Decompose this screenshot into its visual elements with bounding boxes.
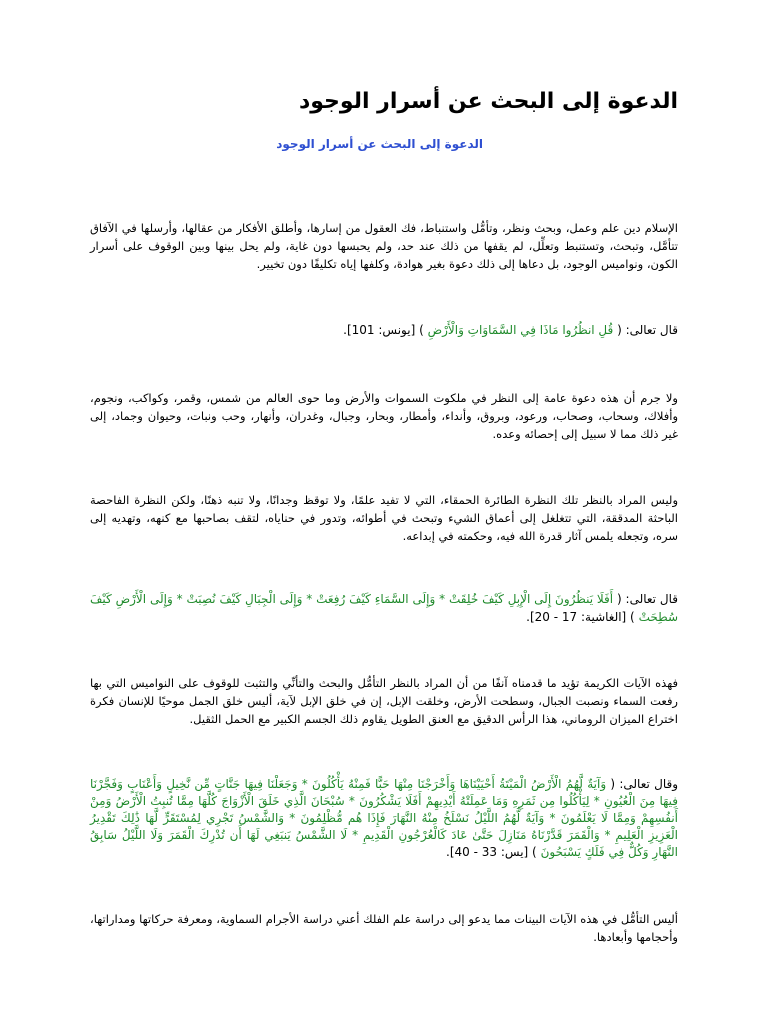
quran-verse: قُلِ انظُرُوا مَاذَا فِي السَّمَاوَاتِ وَالْأَرْضِ xyxy=(423,323,618,337)
quran-verse: وَآيَةٌ لَّهُمُ الْأَرْضُ الْمَيْتَةُ أَحْيَيْنَاهَا وَأَخْرَجْنَا مِنْهَا حَبًّا فَمِنْهُ يَأْكُلُونَ * وَجَعَلْنَا فِيهَا جَنَّاتٍ مِّن نَّخِيلٍ وَأَعْنَابٍ وَفَجَّرْنَا فِيهَا مِنَ الْعُيُونِ * لِيَأْكُلُوا مِن ثَمَرِهِ وَمَا عَمِلَتْهُ أَيْدِيهِمْ أَفَلَا يَشْكُرُونَ * سُبْحَانَ الَّذِي خَلَقَ الْأَزْوَاجَ كُلَّهَا مِمَّا تُنبِتُ الْأَرْضُ وَمِنْ أَنفُسِهِمْ وَمِمَّا لَا يَعْلَمُونَ * وَآيَةٌ لَّهُمُ اللَّيْلُ نَسْلَخُ مِنْهُ النَّهَارَ فَإِذَا هُم مُّظْلِمُونَ * وَالشَّمْسُ تَجْرِي لِمُسْتَقَرٍّ لَّهَا ذَٰلِكَ تَقْدِيرُ الْعَزِيزِ الْعَلِيمِ * وَالْقَمَرَ قَدَّرْنَاهُ مَنَازِلَ حَتَّىٰ عَادَ كَالْعُرْجُونِ الْقَدِيمِ * لَا الشَّمْسُ يَنبَغِي لَهَا أَن تُدْرِكَ الْقَمَرَ وَلَا اللَّيْلُ سَابِقُ النَّهَارِ وَكُلٌّ فِي فَلَكٍ يَسْبَحُونَ xyxy=(90,777,678,859)
subtitle-link[interactable]: الدعوة إلى البحث عن أسرار الوجود xyxy=(276,137,483,151)
page-title: الدعوة إلى البحث عن أسرار الوجود xyxy=(298,89,678,114)
paragraph-intro: الإسلام دين علم وعمل، وبحث ونظر، وتأمُّل واستنباط، فك العقول من إسارها، وأطلق الأفكار من عقالها، وأرسلها في الآفاق تتأمَّل، وتبحث، وتستنبط وتعلِّل، لم يقفها من ذلك عند حد، ولم يحبسها دون غاية، ولم يحل بينها وبين الوقوف على أسرار الكون، ونواميس الوجود، بل دعاها إلى ذلك دعوة بغير هوادة، وكلفها إياه تكليفًا دون تخيير. xyxy=(90,220,678,271)
paragraph-meaning-of-looking: وليس المراد بالنظر تلك النظرة الطائرة الحمقاء، التي لا تفيد علمًا، ولا توقظ وجدانًا، ولا تنبه ذهنًا، ولكن النظرة الفاحصة الباحثة المدققة، التي تتغلغل إلى أعماق الشيء وتبحث في أطوائه، وتدور في حناياه، لتقف بصاحبها مع كنهه، وتهديه إلى سره، وتجعله يلمس آثار قدرة الله فيه، وحكمته في إبداعه. xyxy=(90,492,678,543)
paragraph-verse-yasin xyxy=(90,776,678,861)
quran-verse: أَفَلَا يَنظُرُونَ إِلَى الْإِبِلِ كَيْفَ خُلِقَتْ * وَإِلَى السَّمَاءِ كَيْفَ رُفِعَتْ * وَإِلَى الْجِبَالِ كَيْفَ نُصِبَتْ * وَإِلَى الْأَرْضِ كَيْفَ سُطِحَتْ xyxy=(90,592,678,624)
verse-intro: وقال تعالى: ( xyxy=(610,777,679,791)
verse-intro: قال تعالى: ( xyxy=(617,323,678,337)
paragraph-camel: فهذه الآيات الكريمة تؤيد ما قدمناه آنفًا من أن المراد بالنظر التأمُّل والبحث والتأنِّي والتثبت للوقوف على النواميس التي بها رفعت السماء ونصبت الجبال، وسطحت الأرض، وخلقت الإبل، إن في خلق الإبل لآية، أليس خلق الجمل موحيًا للإنسان فكرة اختراع الميزان الروماني، هذا الرأس الدقيق مع العنق الطويل يقاوم ذلك الجسم الكبير مع الحمل الثقيل. xyxy=(90,675,678,726)
verse-reference: ) [يونس: 101]. xyxy=(343,323,424,337)
verse-reference: ) [يس: 33 - 40]. xyxy=(446,845,537,859)
paragraph-verse-yunus xyxy=(90,321,678,339)
paragraph-verse-ghashiya xyxy=(90,590,678,626)
verse-reference: ) [الغاشية: 17 - 20]. xyxy=(526,610,635,624)
paragraph-astronomy: أليس التأمُّل في هذه الآيات البينات مما يدعو إلى دراسة علم الفلك أعني دراسة الأجرام السماوية، ومعرفة حركاتها ومداراتها، وأحجامها وأبعادها. xyxy=(90,911,678,944)
verse-intro: قال تعالى: ( xyxy=(617,592,678,606)
paragraph-heavens-earth: ولا جرم أن هذه دعوة عامة إلى النظر في ملكوت السموات والأرض وما حوى العالم من شمس، وقمر، وكواكب، ونجوم، وأفلاك، وسحاب، وصحاب، ورعود، وبروق، وأنداء، وأمطار، وبحار، وجبال، وغدران، وأنهار، وحب ونبات، وحيوان وجماد، إلى غير ذلك مما لا سبيل إلى إحصائه وعده. xyxy=(90,390,678,441)
